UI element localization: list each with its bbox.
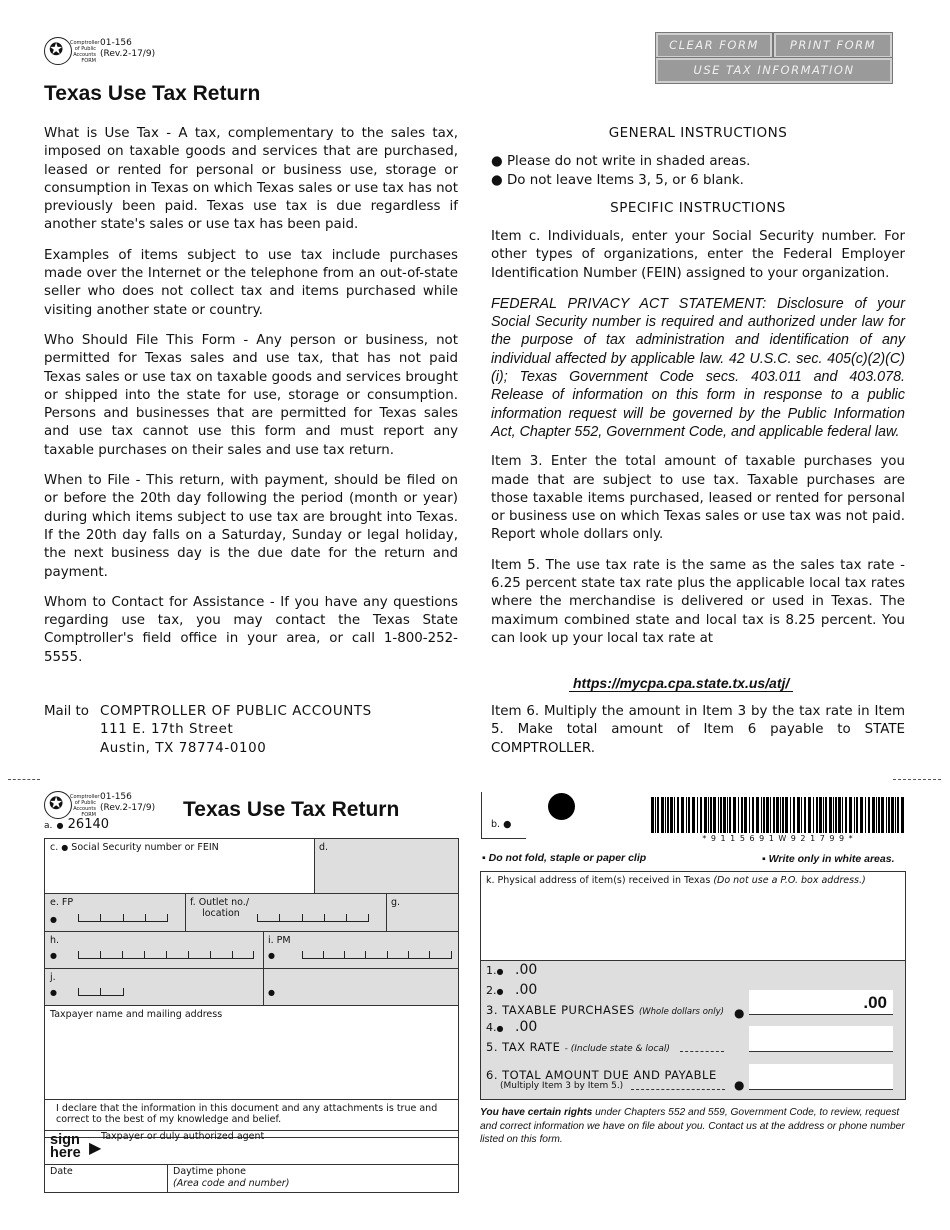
name-address-field[interactable]: Taxpayer name and mailing address	[44, 1005, 459, 1100]
item-a-label: a.	[44, 821, 53, 831]
phone-field[interactable]: Daytime phone (Area code and number)	[167, 1164, 459, 1193]
bullet-icon: ●	[491, 154, 507, 169]
bullet-icon: ●	[268, 988, 275, 997]
bullet-icon: ●	[503, 819, 512, 830]
whom-to-contact: Whom to Contact for Assistance - If you have any questions regarding use tax, you may contact the Texas State Comptroller's field office in your area, or call 1-800-252-5555.	[44, 594, 458, 665]
declaration-box: I declare that the information in this document and any attachments is true and correct to the best of my knowledge and belief.	[44, 1099, 459, 1131]
item-a-value: 26140	[67, 817, 110, 832]
what-is-use-tax: What is Use Tax - A tax, complementary to the sales tax, imposed on taxable goods and services that are purchased, leased or rented for personal or business use, storage or consumption in Texas on which Texas sales or use tax has not previously been paid. Texas use tax is due regardless if another state's sales or use tax has been paid.	[44, 126, 458, 233]
bullet-icon: ●	[56, 821, 64, 830]
item-j2-field	[263, 968, 459, 1006]
item-5-instructions: Item 5. The use tax rate is the same as the sales tax rate - 6.25 percent state tax rate plus the applicable local tax rates where the merchandise is delivered or used in Texas. The maximum combined state and local tax is 8.25 percent. You can look up your local tax rate at	[491, 557, 905, 646]
sign-here-label: sign here	[50, 1132, 81, 1161]
rights-notice: You have certain rights under Chapters 552 and 559, Government Code, to review, request and correct information we have on file about you. Contact us at the address or phone number listed on this form.	[480, 1107, 905, 1145]
arrow-right-icon: ▶	[89, 1138, 102, 1157]
clear-form-button[interactable]: CLEAR FORM	[656, 33, 772, 58]
do-not-fold-note: ▪ Do not fold, staple or paper clip	[482, 852, 647, 864]
tick-boxes	[78, 951, 254, 959]
barcode-text: * 9 1 1 5 6 9 1 W 9 2 1 7 9 9 *	[702, 834, 854, 843]
bullet-icon: ●	[496, 1024, 504, 1033]
line-5-label: 5. TAX RATE - (Include state & local)	[486, 1040, 670, 1054]
mail-to-label: Mail to	[44, 704, 89, 719]
item-f-field: f. Outlet no./ location	[185, 893, 387, 932]
who-should-file: Who Should File This Form - Any person or business, not permitted for Texas sales and use tax, that has not paid Texas sales or use tax on taxable goods and services brought or shipped into the state for use, storage or consumption. Persons and businesses that are permitted for Texas sales and use tax cannot use this form and must report any taxable purchases on their sales and use tax return.	[44, 332, 458, 458]
item-g-field: g.	[386, 893, 459, 932]
form-number: 01-156	[100, 792, 132, 802]
leader-line	[680, 1051, 724, 1052]
bullet-item: ● Do not leave Items 3, 5, or 6 blank.	[491, 173, 744, 188]
bullet-icon: ●	[491, 173, 507, 188]
tick-boxes	[257, 914, 369, 922]
item-j-field: j. ●	[44, 968, 264, 1006]
registration-dot	[548, 793, 575, 820]
privacy-statement: FEDERAL PRIVACY ACT STATEMENT: Disclosure of your Social Security number is required and authorized under law for the purpose of tax administration and identification of any individual affected by applicable law. 42 U.S.C. sec. 405(c)(2)(C)(i); Texas Government Code secs. 403.011 and 403.078. Release of information on this form in response to a public information request will be governed by the Public Information Act, Chapter 552, Government Code, and applicable federal law.	[491, 295, 905, 440]
line-1-value: .00	[515, 962, 538, 978]
item-3-instructions: Item 3. Enter the total amount of taxable purchases you made that are subject to use tax. Taxable purchases are those taxable items purchased, leased or rented for personal or business use on which Texas sales or use tax was not paid. Report whole dollars only.	[491, 454, 905, 543]
tax-rate-input[interactable]	[749, 1026, 893, 1052]
item-b-box: b. ●	[481, 792, 526, 839]
line-6-label: 6. TOTAL AMOUNT DUE AND PAYABLE	[486, 1068, 717, 1082]
item-i-field: i. PM ●	[263, 931, 459, 969]
tick-boxes	[78, 988, 124, 996]
bullet-icon: ●	[734, 1006, 745, 1020]
ssn-field[interactable]: c. ● Social Security number or FEIN	[44, 838, 315, 894]
bullet-icon: ●	[496, 967, 504, 976]
line-4-value: .00	[515, 1019, 538, 1035]
comptroller-seal	[44, 791, 72, 819]
form-revision: (Rev.2-17/9)	[100, 49, 156, 59]
mail-line-3: Austin, TX 78774-0100	[100, 740, 267, 756]
item-6-instructions: Item 6. Multiply the amount in Item 3 by the tax rate in Item 5. Make total amount of Item 6 payable to STATE COMPTROLLER.	[491, 704, 905, 756]
general-instructions-heading: GENERAL INSTRUCTIONS	[608, 125, 788, 141]
cut-line	[8, 779, 40, 780]
bullet-item: ● Please do not write in shaded areas.	[491, 154, 751, 169]
total-due-input[interactable]	[749, 1064, 893, 1090]
seal-text: Comptroller of Public Accounts FORM	[70, 40, 100, 64]
leader-line	[631, 1089, 725, 1090]
form-title: Texas Use Tax Return	[183, 798, 400, 821]
form-number-block	[100, 38, 155, 60]
item-c-instructions: Item c. Individuals, enter your Social Security number. For other types of organizations, enter the Federal Employer Identification Number (FEIN) assigned to your organization.	[491, 229, 905, 281]
physical-address-field[interactable]: k. Physical address of item(s) received in Texas (Do not use a P.O. box address.)	[480, 871, 906, 961]
item-d-field: d.	[314, 838, 459, 894]
taxable-purchases-input[interactable]	[749, 990, 893, 1015]
use-tax-info-button[interactable]: USE TAX INFORMATION	[656, 58, 892, 83]
bullet-icon: ●	[268, 951, 275, 960]
examples-paragraph: Examples of items subject to use tax include purchases made over the Internet or the telephone from an out-of-state seller who does not collect tax and items purchased while visiting another state or country.	[44, 247, 458, 318]
mail-address	[100, 703, 372, 758]
bullet-icon: ●	[496, 987, 504, 996]
tick-boxes	[302, 951, 452, 959]
star-icon: ✪	[49, 794, 64, 814]
line-1: 1.●	[486, 964, 504, 977]
date-field[interactable]: Date	[44, 1164, 168, 1193]
star-icon: ✪	[49, 40, 64, 60]
item-h-field: h. ●	[44, 931, 264, 969]
bullet-icon: ●	[734, 1078, 745, 1092]
mail-line-2: 111 E. 17th Street	[100, 722, 234, 738]
form-number-block	[100, 792, 155, 814]
bullet-icon: ●	[50, 951, 57, 960]
line-3-value: .00	[863, 993, 887, 1012]
signature-field[interactable]: sign here ▶ Taxpayer or duly authorized agent	[44, 1130, 459, 1165]
white-areas-note: ▪ Write only in white areas.	[762, 853, 895, 865]
cut-line	[893, 779, 941, 780]
line-4: 4.●	[486, 1021, 504, 1034]
item-a	[44, 817, 109, 832]
bullet-icon: ●	[61, 843, 69, 852]
barcode-icon	[651, 797, 905, 835]
bullet-icon: ●	[50, 915, 57, 924]
when-to-file: When to File - This return, with payment, should be filed on or before the 20th day following the period (month or year) during which items subject to use tax are brought into Texas. If the 20th day falls on a Saturday, Sunday or legal holiday, the next business day is the due date for the return and payment.	[44, 473, 458, 580]
mail-line-1: COMPTROLLER OF PUBLIC ACCOUNTS	[100, 704, 372, 719]
specific-instructions-heading: SPECIFIC INSTRUCTIONS	[610, 200, 786, 216]
general-bullets	[491, 152, 750, 190]
form-number: 01-156	[100, 38, 132, 48]
mail-to-block	[44, 703, 89, 721]
bullet-icon: ●	[50, 988, 57, 997]
print-form-button[interactable]: PRINT FORM	[774, 33, 892, 58]
line-2: 2.●	[486, 984, 504, 997]
page-title: Texas Use Tax Return	[44, 82, 261, 105]
comptroller-seal	[44, 37, 72, 65]
form-revision: (Rev.2-17/9)	[100, 803, 156, 813]
seal-text: Comptroller of Public Accounts FORM	[70, 794, 100, 818]
left-instructions	[44, 125, 458, 679]
item-e-field: e. FP ●	[44, 893, 186, 932]
barcode	[651, 797, 905, 835]
line-3-label: 3. TAXABLE PURCHASES (Whole dollars only)	[486, 1003, 724, 1017]
line-2-value: .00	[515, 982, 538, 998]
right-instructions	[491, 228, 905, 660]
tick-boxes	[78, 914, 168, 922]
line-6-note: (Multiply Item 3 by Item 5.)	[500, 1081, 624, 1091]
tax-rate-link[interactable]: https://mycpa.cpa.state.tx.us/atj/	[569, 675, 793, 692]
